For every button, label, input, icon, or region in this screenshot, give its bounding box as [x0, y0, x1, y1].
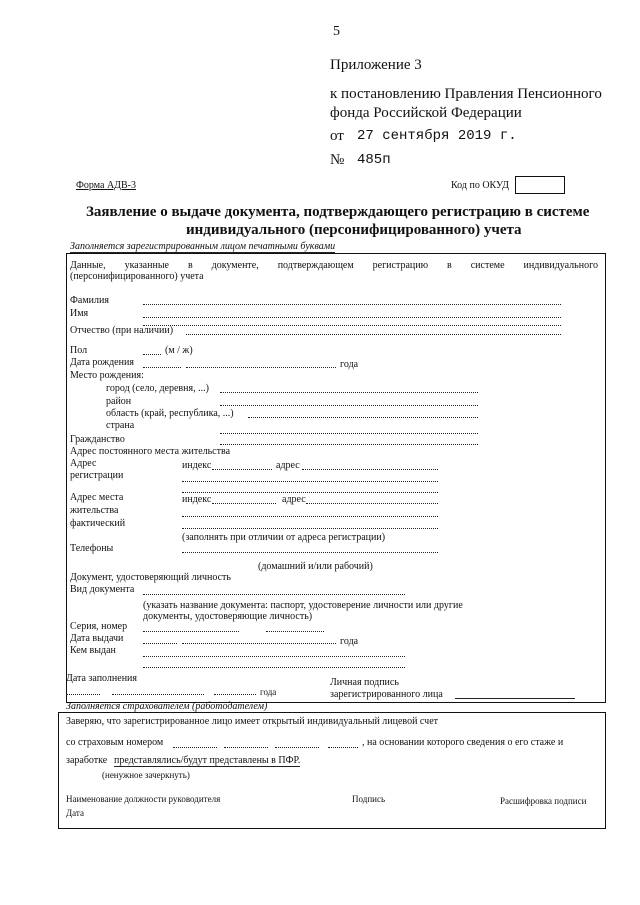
actual-index-field[interactable]	[212, 502, 276, 504]
intro-word: в	[447, 260, 452, 271]
surname-field[interactable]	[143, 303, 561, 305]
certify-text: Заверяю, что зарегистрированное лицо имеет открытый индивидуальный лицевой счет	[66, 716, 439, 727]
region-label: область (край, республика, ...)	[106, 408, 234, 419]
resolution-date: 27 сентября 2019 г.	[357, 128, 517, 144]
signature-decoding-label: Расшифровка подписи	[500, 796, 587, 806]
date-prefix: от	[330, 128, 344, 144]
signature-label-line2: зарегистрированного лица	[330, 689, 443, 700]
earnings-choice[interactable]: представлялись/будут представлены в ПФР.	[114, 755, 301, 766]
intro-word: в	[187, 260, 193, 271]
patronymic-label: Отчество (при наличии)	[70, 325, 174, 336]
district-label: район	[106, 396, 132, 407]
reg-address-field[interactable]	[302, 468, 438, 470]
birth-month-year-field[interactable]	[186, 366, 336, 368]
country-field[interactable]	[220, 432, 478, 434]
snils-control-field[interactable]	[328, 746, 358, 748]
person-data-section	[66, 253, 606, 703]
country-label: страна	[106, 420, 135, 431]
resolution-ref-line1: к постановлению Правления Пенсионного	[330, 86, 602, 102]
sex-label: Пол	[70, 345, 88, 356]
note-person: Заполняется зарегистрированным лицом печатными буквами	[70, 241, 336, 252]
phones-field[interactable]	[182, 551, 438, 553]
form-title-line1: Заявление о выдаче документа, подтверждающего регистрацию в системе	[86, 204, 590, 220]
fill-month-field[interactable]	[112, 693, 204, 695]
earnings-prefix: заработке	[66, 755, 108, 766]
sex-hint: (м / ж)	[165, 345, 193, 356]
section-intro-line1	[70, 260, 598, 271]
patronymic-field[interactable]	[186, 333, 561, 335]
phones-hint: (домашний и/или рабочий)	[258, 561, 373, 572]
snils-part2-field[interactable]	[224, 746, 268, 748]
city-label: город (село, деревня, ...)	[106, 383, 209, 394]
name-field-line2[interactable]	[143, 324, 561, 326]
snils-part1-field[interactable]	[173, 746, 217, 748]
head-position-label: Наименование должности руководителя	[66, 794, 221, 804]
section-intro-line2: (персонифицированного) учета	[70, 271, 204, 282]
series-field[interactable]	[143, 630, 239, 632]
head-signature-label: Подпись	[352, 794, 386, 804]
name-field[interactable]	[143, 316, 561, 318]
fill-date-label: Дата заполнения	[66, 673, 137, 684]
okud-code-field[interactable]	[515, 176, 565, 194]
fill-year-word: года	[260, 687, 277, 697]
number-field[interactable]	[266, 630, 324, 632]
series-number-label: Серия, номер	[70, 621, 128, 632]
id-doc-label: Документ, удостоверяющий личность	[70, 572, 231, 583]
note-employer: Заполняется страхователем (работодателем)	[66, 701, 268, 712]
perm-address-label: Адрес постоянного места жительства	[70, 446, 231, 457]
reg-index-label: индекс	[182, 460, 212, 471]
resolution-number: 485п	[357, 152, 391, 168]
form-title-line2: индивидуального (персонифицированного) учета	[186, 222, 522, 238]
okud-label: Код по ОКУД	[451, 180, 509, 191]
doc-type-field[interactable]	[143, 593, 405, 595]
actual-address-label-line3: фактический	[70, 518, 126, 529]
issue-date-label: Дата выдачи	[70, 633, 124, 644]
employer-date-label: Дата	[66, 808, 84, 818]
intro-word: подтверждающем	[277, 260, 354, 271]
resolution-ref-line2: фонда Российской Федерации	[330, 105, 522, 121]
issue-month-year-field[interactable]	[182, 642, 336, 644]
form-code: Форма АДВ-3	[76, 180, 136, 191]
birth-date-label: Дата рождения	[70, 357, 134, 368]
citizenship-label: Гражданство	[70, 434, 125, 445]
district-field[interactable]	[220, 404, 478, 406]
reg-address-label-line1: Адрес	[70, 458, 97, 469]
actual-address-label-line2: жительства	[70, 505, 119, 516]
reg-address-line3[interactable]	[182, 491, 438, 493]
actual-address-label-line1: Адрес места	[70, 492, 124, 503]
actual-index-label: индекс	[182, 494, 212, 505]
snils-prefix: со страховым номером	[66, 737, 164, 748]
actual-address-hint: (заполнять при отличии от адреса регистрации)	[182, 532, 386, 543]
fill-day-field[interactable]	[66, 693, 100, 695]
issued-by-field-line2[interactable]	[143, 666, 405, 668]
page-number: 5	[333, 24, 340, 39]
snils-part3-field[interactable]	[275, 746, 319, 748]
citizenship-field[interactable]	[220, 443, 478, 445]
doc-type-label: Вид документа	[70, 584, 135, 595]
doc-type-hint-line2: документы, удостоверяющие личность)	[143, 611, 313, 622]
reg-address-label-line2: регистрации	[70, 470, 124, 481]
reg-address-word: адрес	[276, 460, 300, 471]
actual-address-word: адрес	[282, 494, 306, 505]
intro-word: индивидуального	[523, 260, 598, 271]
city-field[interactable]	[220, 391, 478, 393]
snils-suffix: , на основании которого сведения о его стаже и	[362, 737, 564, 748]
fill-year-field[interactable]	[214, 693, 256, 695]
intro-word: регистрацию	[372, 260, 429, 271]
number-sign: №	[330, 152, 345, 168]
sex-field[interactable]	[143, 353, 161, 355]
issued-by-field[interactable]	[143, 655, 405, 657]
intro-word: указанные	[124, 260, 169, 271]
birth-place-label: Место рождения:	[70, 370, 144, 381]
appendix-label: Приложение 3	[330, 57, 422, 73]
actual-address-line2[interactable]	[182, 515, 438, 517]
issue-day-field[interactable]	[143, 642, 177, 644]
issued-by-label: Кем выдан	[70, 645, 116, 656]
person-signature-field[interactable]	[455, 698, 575, 699]
birth-day-field[interactable]	[143, 366, 181, 368]
intro-word: системе	[470, 260, 505, 271]
region-field[interactable]	[248, 416, 478, 418]
signature-label-line1: Личная подпись	[330, 677, 399, 688]
doc-type-hint-line1: (указать название документа: паспорт, удостоверение личности или другие	[143, 600, 463, 611]
issue-year-word: года	[340, 636, 359, 647]
strike-note: (ненужное зачеркнуть)	[102, 770, 190, 780]
intro-word: Данные,	[70, 260, 106, 271]
name-label: Имя	[70, 308, 89, 319]
reg-index-field[interactable]	[212, 468, 272, 470]
surname-label: Фамилия	[70, 295, 109, 306]
actual-address-field[interactable]	[306, 502, 438, 504]
phones-label: Телефоны	[70, 543, 114, 554]
birth-year-word: года	[340, 359, 359, 370]
intro-word: документе,	[211, 260, 259, 271]
actual-address-line3[interactable]	[182, 527, 438, 529]
reg-address-line2[interactable]	[182, 480, 438, 482]
